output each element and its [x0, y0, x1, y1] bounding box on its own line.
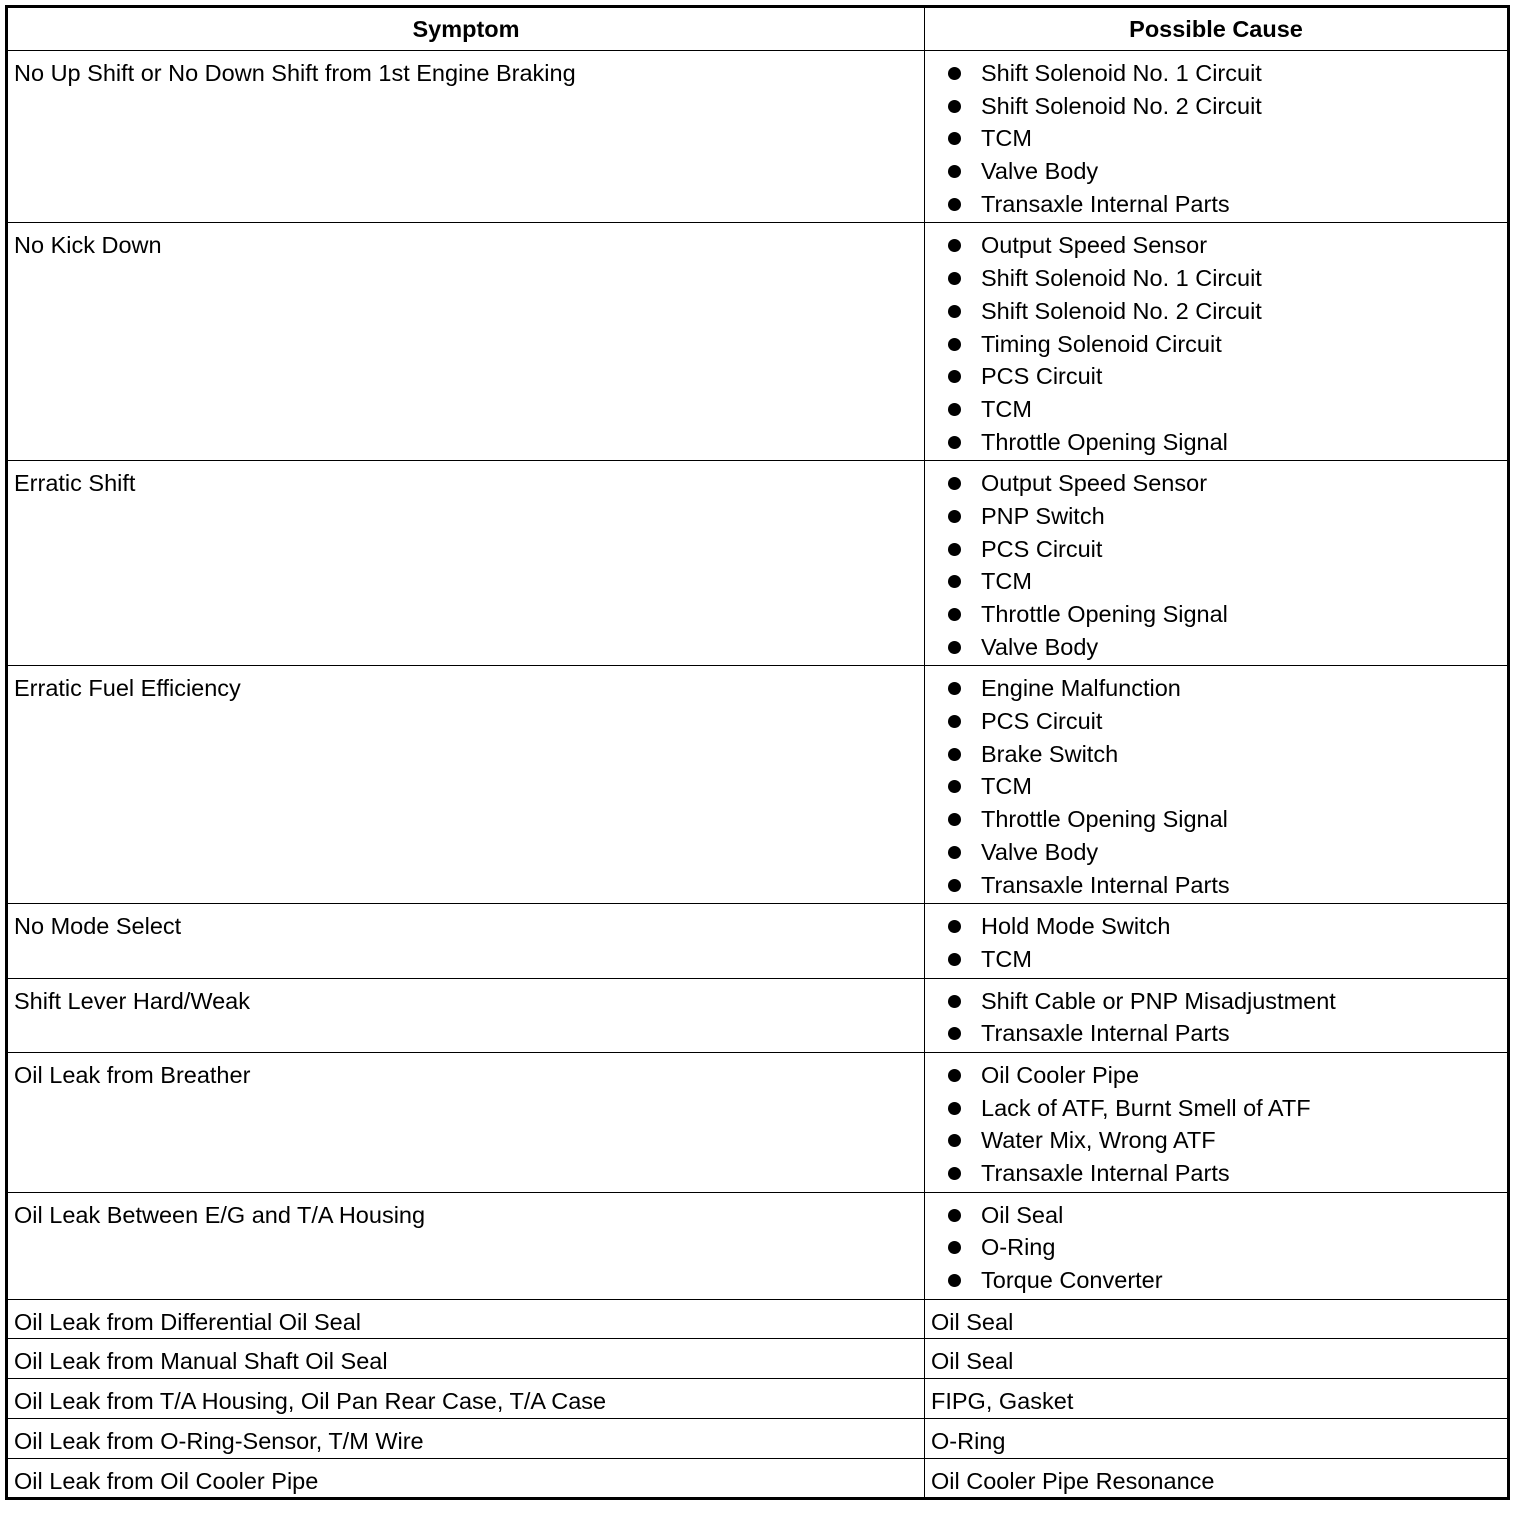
- symptom-text: No Mode Select: [14, 913, 182, 940]
- symptom-text: No Kick Down: [14, 232, 162, 259]
- cause-text: Lack of ATF, Burnt Smell of ATF: [981, 1094, 1311, 1121]
- cause-text: Transaxle Internal Parts: [981, 1160, 1230, 1186]
- cause-text: Torque Converter: [981, 1267, 1163, 1294]
- table-row: [7, 1458, 1509, 1499]
- cause-text: Shift Solenoid No. 1 Circuit: [981, 265, 1262, 292]
- symptom-text: Erratic Fuel Efficiency: [14, 675, 241, 702]
- bullet-icon: [948, 67, 961, 80]
- cause-list-item: [925, 328, 1507, 361]
- symptom-text: Oil Leak from T/A Housing, Oil Pan Rear Case, T/A Case: [14, 1388, 607, 1415]
- symptom-cell: [7, 1418, 925, 1458]
- cause-text: Water Mix, Wrong ATF: [981, 1127, 1216, 1154]
- cause-text: Throttle Opening Signal: [981, 601, 1228, 627]
- cause-text: Shift Solenoid No. 2 Circuit: [981, 297, 1262, 324]
- possible-cause-cell: [925, 1379, 1509, 1419]
- possible-cause-cell: [925, 904, 1509, 978]
- cause-text: PCS Circuit: [981, 363, 1103, 390]
- cause-text: Timing Solenoid Circuit: [981, 330, 1222, 357]
- cause-list-item: [925, 943, 1507, 976]
- cause-list-item: [925, 426, 1507, 459]
- possible-cause-cell: [925, 1192, 1509, 1299]
- cause-list-item: [925, 295, 1507, 328]
- bullet-icon: [948, 338, 961, 351]
- possible-cause-cell: [925, 1458, 1509, 1499]
- cause-list-item: [925, 155, 1507, 188]
- symptom-cell: [7, 1052, 925, 1192]
- cause-text: PCS Circuit: [981, 708, 1103, 735]
- table-row: [7, 978, 1509, 1052]
- cause-list-item: [925, 533, 1507, 566]
- table-row: [7, 1052, 1509, 1192]
- bullet-icon: [948, 477, 961, 490]
- bullet-icon: [948, 132, 961, 145]
- cause-text: Throttle Opening Signal: [981, 428, 1228, 455]
- cause-text: Shift Solenoid No. 1 Circuit: [981, 60, 1262, 86]
- bullet-icon: [948, 272, 961, 285]
- cause-text: Hold Mode Switch: [981, 913, 1171, 940]
- cause-text: Engine Malfunction: [981, 675, 1181, 702]
- cause-list-item: [925, 672, 1507, 705]
- cause-list-item: [925, 1264, 1507, 1297]
- cause-text: Oil Seal: [981, 1201, 1064, 1228]
- bullet-icon: [948, 165, 961, 178]
- table-row: [7, 666, 1509, 904]
- bullet-icon: [948, 239, 961, 252]
- bullet-icon: [948, 1274, 961, 1287]
- symptom-cell: [7, 223, 925, 461]
- symptom-text: Oil Leak Between E/G and T/A Housing: [14, 1201, 426, 1228]
- cause-list-item: [925, 467, 1507, 500]
- cause-text: Transaxle Internal Parts: [981, 1020, 1230, 1047]
- cause-text: TCM: [981, 125, 1032, 152]
- possible-cause-cell: [925, 1299, 1509, 1339]
- cause-text: Valve Body: [981, 838, 1099, 865]
- possible-cause-cell: [925, 978, 1509, 1052]
- cause-list-item: [925, 598, 1507, 631]
- cause-list: [925, 1053, 1507, 1192]
- cause-list-item: [925, 836, 1507, 869]
- cause-list: [925, 461, 1507, 665]
- bullet-icon: [948, 780, 961, 793]
- bullet-icon: [948, 100, 961, 113]
- cause-text: TCM: [981, 945, 1032, 972]
- cause-text: O-Ring: [931, 1427, 1006, 1454]
- table-row: [7, 223, 1509, 461]
- cause-text: Oil Seal: [931, 1308, 1014, 1335]
- table-row: [7, 461, 1509, 666]
- diagnosis-table-sheet: [5, 5, 1507, 1519]
- possible-cause-cell: [925, 51, 1509, 223]
- symptom-text: Oil Leak from Manual Shaft Oil Seal: [14, 1348, 388, 1375]
- cause-list: [925, 1193, 1507, 1299]
- bullet-icon: [948, 436, 961, 449]
- cause-list-item: [925, 122, 1507, 155]
- bullet-icon: [948, 682, 961, 695]
- cause-text: Output Speed Sensor: [981, 470, 1208, 497]
- symptom-text: Oil Leak from Differential Oil Seal: [14, 1308, 361, 1335]
- cause-list-item: [925, 262, 1507, 295]
- symptom-text: Shift Lever Hard/Weak: [14, 987, 250, 1014]
- symptom-cell: [7, 1192, 925, 1299]
- symptom-text: Oil Leak from O-Ring-Sensor, T/M Wire: [14, 1427, 424, 1454]
- cause-list-item: [925, 188, 1507, 221]
- symptom-cause-table: [5, 5, 1510, 1500]
- cause-text: TCM: [981, 568, 1032, 595]
- symptom-cell: [7, 1339, 925, 1379]
- possible-cause-column-header: Possible Cause: [925, 7, 1509, 51]
- cause-list-item: [925, 57, 1507, 90]
- symptom-cell: [7, 666, 925, 904]
- bullet-icon: [948, 1209, 961, 1222]
- cause-text: Valve Body: [981, 633, 1099, 660]
- cause-text: Shift Cable or PNP Misadjustment: [981, 987, 1336, 1014]
- cause-list-item: [925, 738, 1507, 771]
- cause-list-item: [925, 1124, 1507, 1157]
- bullet-icon: [948, 608, 961, 621]
- cause-text: Transaxle Internal Parts: [981, 190, 1230, 217]
- cause-text: Oil Seal: [931, 1348, 1014, 1375]
- cause-list-item: [925, 229, 1507, 262]
- cause-list-item: [925, 770, 1507, 803]
- bullet-icon: [948, 995, 961, 1008]
- cause-list-item: [925, 910, 1507, 943]
- cause-text: Brake Switch: [981, 740, 1119, 767]
- symptom-cell: [7, 51, 925, 223]
- bullet-icon: [948, 1241, 961, 1254]
- symptom-cell: [7, 1458, 925, 1499]
- table-row: [7, 1192, 1509, 1299]
- table-row: [7, 1379, 1509, 1419]
- cause-text: Shift Solenoid No. 2 Circuit: [981, 92, 1262, 119]
- symptom-text: Oil Leak from Breather: [14, 1061, 251, 1088]
- possible-cause-cell: [925, 461, 1509, 666]
- bullet-icon: [948, 1167, 961, 1180]
- bullet-icon: [948, 879, 961, 892]
- cause-text: Throttle Opening Signal: [981, 806, 1228, 833]
- symptom-text: No Up Shift or No Down Shift from 1st Engine Braking: [14, 60, 576, 86]
- bullet-icon: [948, 1069, 961, 1082]
- cause-list-item: [925, 360, 1507, 393]
- cause-list-item: [925, 803, 1507, 836]
- table-header-row: [7, 7, 1509, 51]
- cause-list-item: [925, 1199, 1507, 1232]
- bullet-icon: [948, 1027, 961, 1040]
- bullet-icon: [948, 403, 961, 416]
- cause-text: O-Ring: [981, 1234, 1056, 1261]
- bullet-icon: [948, 641, 961, 654]
- cause-text: Transaxle Internal Parts: [981, 871, 1230, 898]
- possible-cause-cell: [925, 1339, 1509, 1379]
- bullet-icon: [948, 846, 961, 859]
- symptom-text: Erratic Shift: [14, 470, 136, 497]
- cause-text: Valve Body: [981, 158, 1099, 185]
- table-body: [7, 51, 1509, 1499]
- bullet-icon: [948, 1134, 961, 1147]
- bullet-icon: [948, 510, 961, 523]
- symptom-cell: [7, 461, 925, 666]
- cause-list-item: [925, 1059, 1507, 1092]
- cause-text: Output Speed Sensor: [981, 232, 1208, 259]
- symptom-cell: [7, 978, 925, 1052]
- cause-list-item: [925, 90, 1507, 123]
- cause-list-item: [925, 1017, 1507, 1050]
- symptom-text: Oil Leak from Oil Cooler Pipe: [14, 1467, 319, 1494]
- table-row: [7, 904, 1509, 978]
- cause-text: Oil Cooler Pipe: [981, 1061, 1140, 1088]
- bullet-icon: [948, 575, 961, 588]
- cause-list-item: [925, 500, 1507, 533]
- bullet-icon: [948, 543, 961, 556]
- cause-text: TCM: [981, 773, 1032, 800]
- cause-list-item: [925, 1157, 1507, 1190]
- bullet-icon: [948, 813, 961, 826]
- cause-list-item: [925, 869, 1507, 902]
- bullet-icon: [948, 1102, 961, 1115]
- cause-list-item: [925, 393, 1507, 426]
- cause-text: Oil Cooler Pipe Resonance: [931, 1467, 1215, 1494]
- cause-text: PCS Circuit: [981, 535, 1103, 562]
- cause-text: FIPG, Gasket: [931, 1388, 1074, 1415]
- cause-list: [925, 904, 1507, 977]
- bullet-icon: [948, 920, 961, 933]
- cause-list: [925, 223, 1507, 460]
- bullet-icon: [948, 953, 961, 966]
- cause-list: [925, 666, 1507, 903]
- table-row: [7, 1418, 1509, 1458]
- bullet-icon: [948, 748, 961, 761]
- possible-cause-cell: [925, 666, 1509, 904]
- cause-list-item: [925, 985, 1507, 1018]
- possible-cause-cell: [925, 223, 1509, 461]
- bullet-icon: [948, 198, 961, 211]
- cause-list-item: [925, 631, 1507, 664]
- symptom-cell: [7, 904, 925, 978]
- symptom-cell: [7, 1299, 925, 1339]
- cause-list: [925, 51, 1507, 222]
- cause-list-item: [925, 1231, 1507, 1264]
- possible-cause-cell: [925, 1052, 1509, 1192]
- symptom-cell: [7, 1379, 925, 1419]
- cause-list: [925, 979, 1507, 1052]
- cause-text: PNP Switch: [981, 502, 1105, 529]
- bullet-icon: [948, 370, 961, 383]
- bullet-icon: [948, 715, 961, 728]
- possible-cause-cell: [925, 1418, 1509, 1458]
- table-row: [7, 51, 1509, 223]
- cause-list-item: [925, 705, 1507, 738]
- symptom-column-header: Symptom: [7, 7, 925, 51]
- cause-text: TCM: [981, 395, 1032, 422]
- table-row: [7, 1299, 1509, 1339]
- bullet-icon: [948, 305, 961, 318]
- cause-list-item: [925, 1092, 1507, 1125]
- table-row: [7, 1339, 1509, 1379]
- cause-list-item: [925, 565, 1507, 598]
